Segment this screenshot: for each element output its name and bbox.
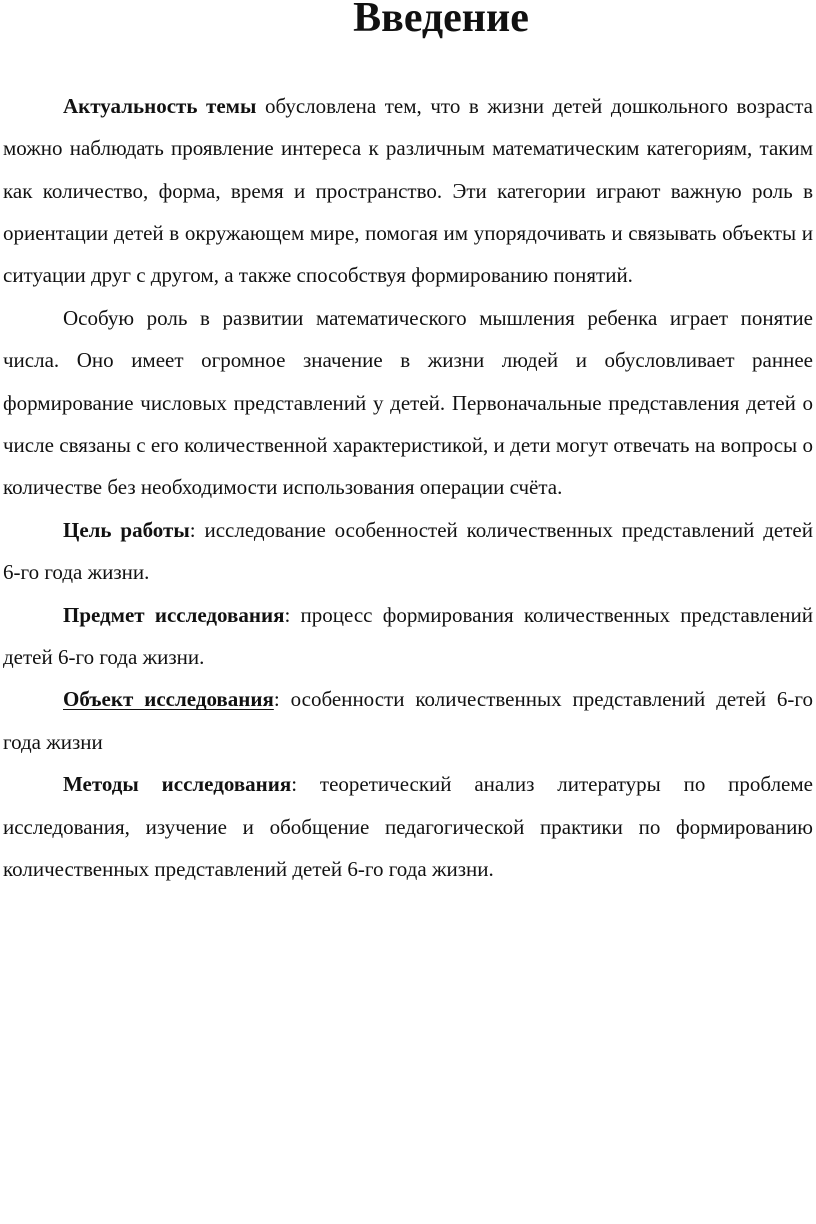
object-separator: : bbox=[273, 687, 280, 712]
relevance-paragraph bbox=[3, 85, 813, 297]
subject-lead: Предмет исследования bbox=[63, 602, 285, 627]
document-title: Введение bbox=[353, 0, 529, 41]
methods-paragraph bbox=[3, 763, 813, 890]
methods-lead: Методы исследования bbox=[63, 772, 292, 797]
document-page bbox=[3, 0, 813, 891]
methods-separator: : bbox=[291, 772, 298, 797]
subject-separator: : bbox=[284, 602, 291, 627]
goal-paragraph bbox=[3, 509, 813, 594]
subject-text: процесс формирования количественных представлений детей 6-го года жизни. bbox=[3, 602, 813, 670]
methods-text: теоретический анализ литературы по проблеме исследования, изучение и обобщение педагогической практики по формированию количественных представлений детей 6-го года жизни. bbox=[3, 772, 813, 882]
relevance-text: обусловлена тем, что в жизни детей дошкольного возраста можно наблюдать проявление интереса к различным математическим категориям, таким как количество, форма, время и пространство. Эти категории играют важную роль в ориентации детей в окружающем мире, помогая им упорядочивать и связывать объекты и ситуации друг с другом, а также способствуя формированию понятий. bbox=[3, 93, 814, 288]
number-paragraph: Особую роль в развитии математического мышления ребенка играет понятие числа. Оно имеет огромное значение в жизни людей и обусловливает раннее формирование числовых представлений у детей. Первоначальные представления детей о числе связаны с его количественной характеристикой, и дети могут отвечать на вопросы о количестве без необходимости использования операции счёта. bbox=[3, 305, 813, 500]
goal-lead: Цель работы bbox=[63, 517, 190, 542]
relevance-lead: Актуальность темы bbox=[63, 93, 257, 118]
title-spacer bbox=[3, 42, 813, 84]
subject-paragraph bbox=[3, 594, 813, 679]
object-lead: Объект исследования bbox=[63, 687, 274, 712]
object-paragraph bbox=[3, 678, 813, 763]
object-text: особенности количественных представлений детей 6-го года жизни bbox=[3, 687, 813, 754]
goal-text: исследование особенностей количественных представлений детей 6-го года жизни. bbox=[3, 517, 813, 585]
goal-separator: : bbox=[189, 517, 196, 542]
